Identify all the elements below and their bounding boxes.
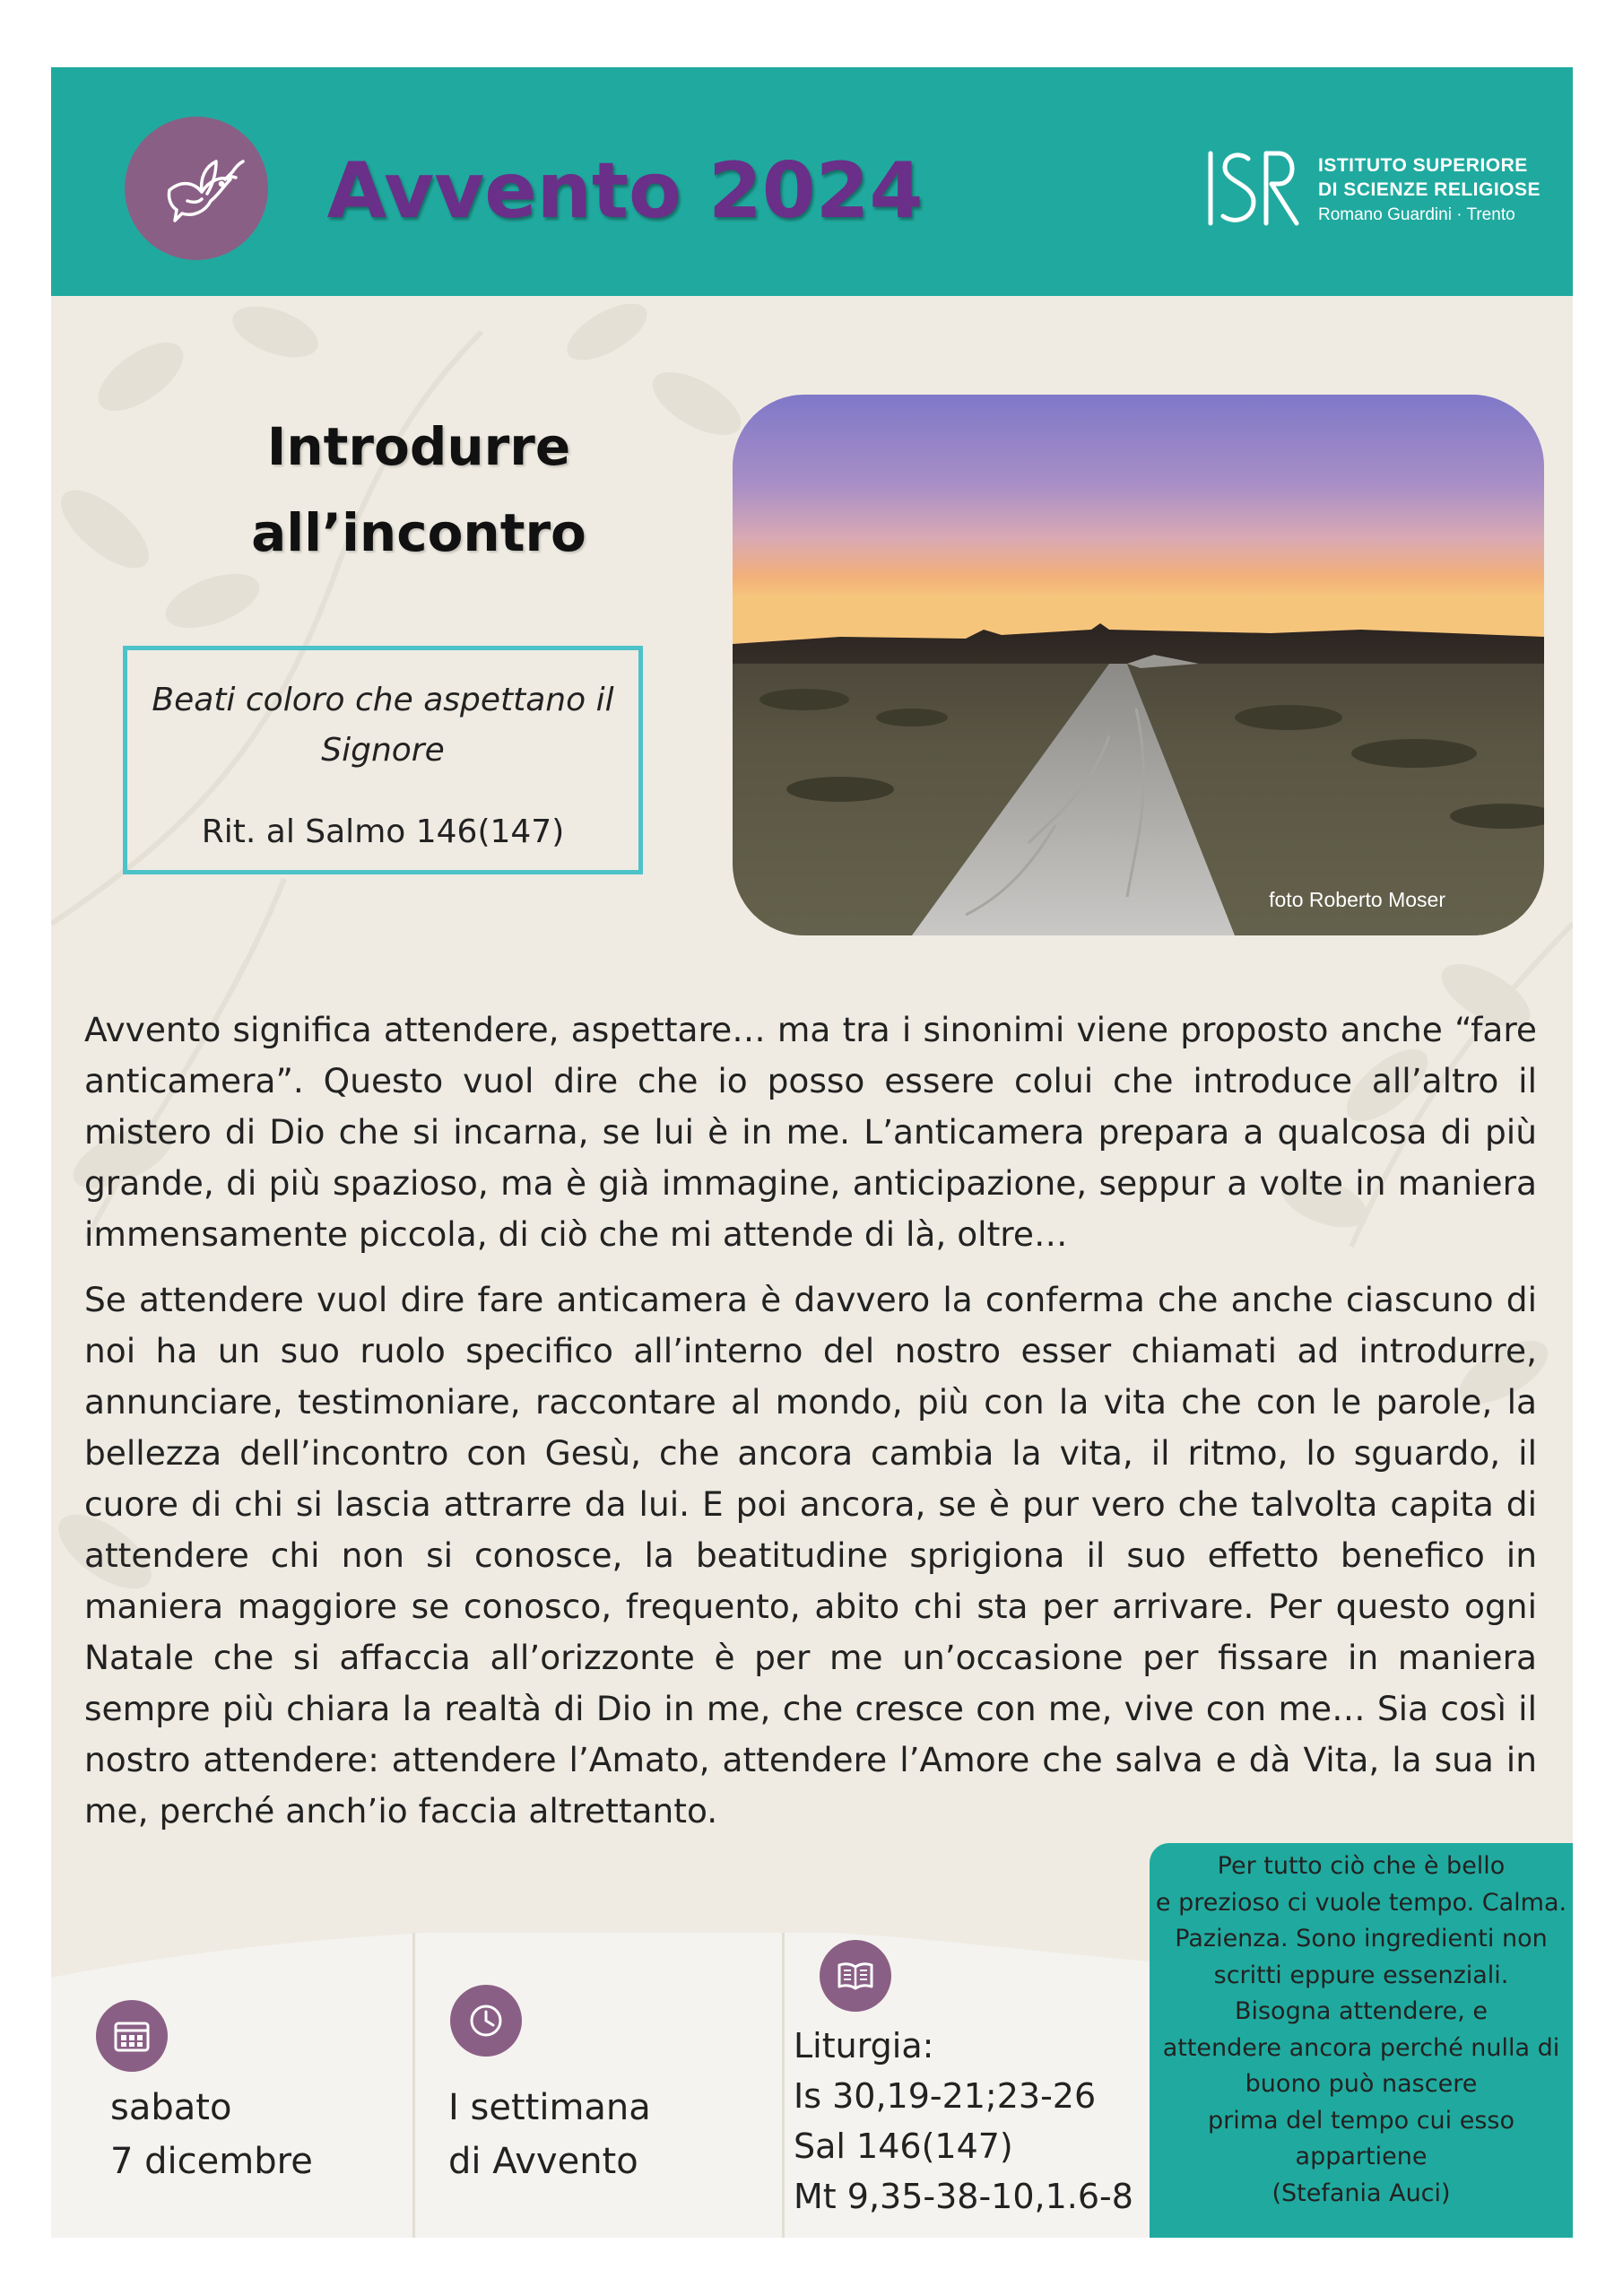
- reading-3: Mt 9,35-38-10,1.6-8: [794, 2177, 1133, 2216]
- sunset-road-image: [733, 395, 1544, 935]
- paragraph-1: Avvento significa attendere, aspettare… ma tra i sinonimi viene proposto anche “fare anticamera”. Questo vuol dire che io posso essere colui che introduce all’altro il mistero di Dio che si incarna, se lui è in me. L’anticamera prepara a qualcosa di più grande, di più spazioso, ma è già immagine, anticipazione, seppur a volte in maniera immensamente piccola, di ciò che mi attende di là, oltre…: [84, 1010, 1537, 1254]
- calendar-badge: [96, 2000, 168, 2072]
- verse-quote-line-2: Signore: [321, 732, 445, 769]
- sidebar-quote-line: buono può nascere: [1245, 2070, 1478, 2098]
- verse-quote: [145, 675, 621, 776]
- week-line-2: di Avvento: [448, 2141, 638, 2182]
- sidebar-quote-box: [1150, 1843, 1573, 2238]
- dove-icon: [143, 135, 250, 242]
- footer-separator: [782, 1933, 785, 2238]
- verse-reference: Rit. al Salmo 146(147): [201, 813, 565, 850]
- sidebar-quote-line: scritti eppure essenziali.: [1213, 1961, 1509, 1989]
- date-block: [110, 2081, 313, 2188]
- sidebar-quote-line: Pazienza. Sono ingredienti non: [1175, 1925, 1548, 1952]
- date: 7 dicembre: [110, 2141, 313, 2182]
- header: [51, 67, 1573, 296]
- open-book-icon: [836, 1956, 875, 1996]
- week-line-1: I settimana: [448, 2087, 651, 2128]
- section-title-line-1: Introdurre: [266, 416, 571, 477]
- page: [51, 67, 1573, 2238]
- sidebar-quote-line: attendere ancora perché nulla di: [1162, 2033, 1560, 2062]
- paragraph-2: Se attendere vuol dire fare anticamera è davvero la conferma che anche ciascuno di noi ha un suo ruolo specifico all’interno del nostro esser chiamati ad introdurre, annunciare, testimoniare, raccontare al mondo, più con la vita che con le parole, la bellezza dell’incontro con Gesù, che ancora cambia la vita, il ritmo, lo sguardo, il cuore di chi si lascia attrarre da lui. E poi ancora, se è pur vero che talvolta capita di attendere chi non si conosce, la beatitudine sprigiona il suo effetto benefico in maniera maggiore se conosco, frequento, abito chi sta per arrivare. Per questo ogni Natale che si affaccia all’orizzonte è per me un’occasione per fissare in maniera sempre più chiara la realtà di Dio in me, che cresce con me, vive con me… Sia così il nostro attendere: attendere l’Amato, attendere l’Amore che salva e dà Vita, la sua in me, perché anch’io faccia altrettanto.: [84, 1280, 1537, 1831]
- reading-2: Sal 146(147): [794, 2126, 1013, 2166]
- footer-separator: [412, 1933, 415, 2238]
- section-title-line-2: all’incontro: [251, 502, 586, 563]
- institute-logo: [1203, 148, 1541, 238]
- clock-icon: [466, 2001, 506, 2040]
- sidebar-quote: [1150, 1848, 1573, 2212]
- verse-quote-line-1: Beati coloro che aspettano il: [152, 682, 614, 718]
- page-title: Avvento 2024: [326, 146, 924, 236]
- logo-line-3: Romano Guardini · Trento: [1318, 205, 1515, 224]
- reading-1: Is 30,19-21;23-26: [794, 2076, 1097, 2116]
- section-title: [127, 404, 710, 576]
- sidebar-quote-line: e prezioso ci vuole tempo. Calma.: [1155, 1888, 1567, 1917]
- liturgy-readings: [794, 2021, 1133, 2222]
- sidebar-quote-line: Bisogna attendere, e: [1234, 1997, 1488, 2025]
- verse-quote-box: [123, 646, 643, 874]
- logo-line-1: ISTITUTO SUPERIORE: [1318, 155, 1528, 176]
- article-body: [84, 1004, 1537, 1851]
- sidebar-quote-line: prima del tempo cui esso: [1207, 2106, 1515, 2135]
- book-badge: [820, 1940, 891, 2012]
- sidebar-quote-line: Per tutto ciò che è bello: [1217, 1852, 1506, 1880]
- clock-badge: [450, 1985, 522, 2057]
- calendar-icon: [112, 2016, 152, 2056]
- dove-badge: [125, 117, 268, 260]
- logo-line-2: DI SCIENZE RELIGIOSE: [1318, 179, 1541, 200]
- liturgy-label: Liturgia:: [794, 2026, 934, 2066]
- weekday: sabato: [110, 2087, 232, 2128]
- isr-monogram-icon: [1203, 148, 1306, 229]
- liturgical-week: [448, 2081, 651, 2188]
- sidebar-quote-author: (Stefania Auci): [1271, 2179, 1451, 2207]
- photo-credit: foto Roberto Moser: [1269, 888, 1445, 911]
- landscape-photo: [733, 395, 1544, 935]
- sidebar-quote-line: appartiene: [1295, 2143, 1428, 2170]
